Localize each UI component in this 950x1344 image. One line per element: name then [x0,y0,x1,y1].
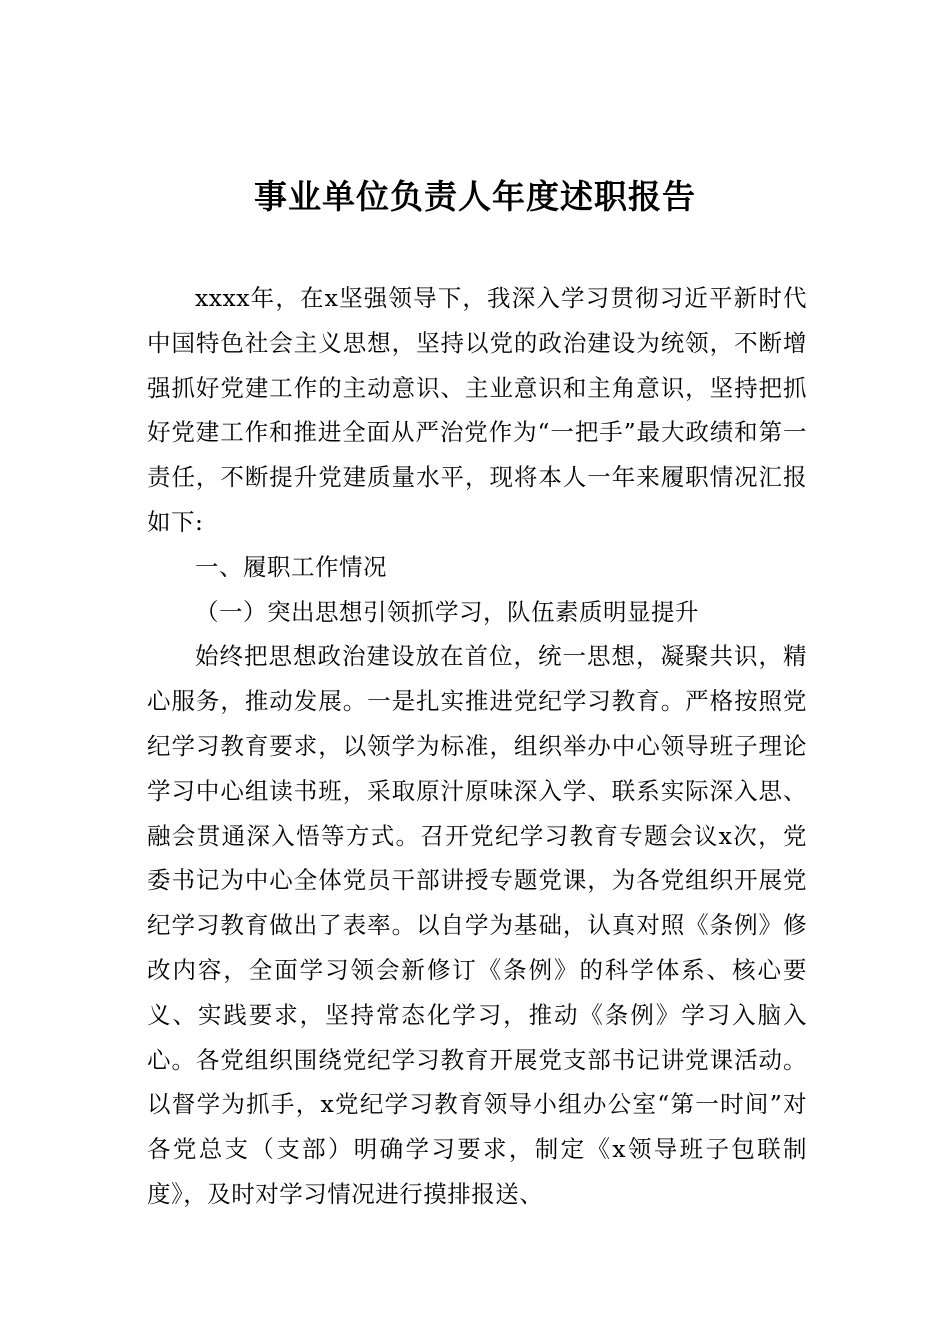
document-title: 事业单位负责人年度述职报告 [254,177,696,216]
document-body [147,276,807,1217]
subsection-paragraph: 始终把思想政治建设放在首位，统一思想，凝聚共识，精心服务，推动发展。一是扎实推进党纪学习教育。严格按照党纪学习教育要求，以领学为标准，组织举办中心领导班子理论学习中心组读书班，采取原汁原味深入学、联系实际深入思、融会贯通深入悟等方式。召开党纪学习教育专题会议x次，党委书记为中心全体党员干部讲授专题党课，为各党组织开展党纪学习教育做出了表率。以自学为基础，认真对照《条例》修改内容，全面学习领会新修订《条例》的科学体系、核心要义、实践要求，坚持常态化学习，推动《条例》学习入脑入心。各党组织围绕党纪学习教育开展党支部书记讲党课活动。以督学为抓手，x党纪学习教育领导小组办公室“第一时间”对各党总支（支部）明确学习要求，制定《x领导班子包联制度》，及时对学习情况进行摸排报送、 [147,642,807,1208]
intro-paragraph: xxxx年，在x坚强领导下，我深入学习贯彻习近平新时代中国特色社会主义思想，坚持以党的政治建设为统领，不断增强抓好党建工作的主动意识、主业意识和主角意识，坚持把抓好党建工作和推进全面从严治党作为“一把手”最大政绩和第一责任，不断提升党建质量水平，现将本人一年来履职情况汇报如下: [147,284,807,536]
subsection-heading: （一）突出思想引领抓学习，队伍素质明显提升 [195,597,699,626]
section-heading: 一、履职工作情况 [195,552,387,581]
